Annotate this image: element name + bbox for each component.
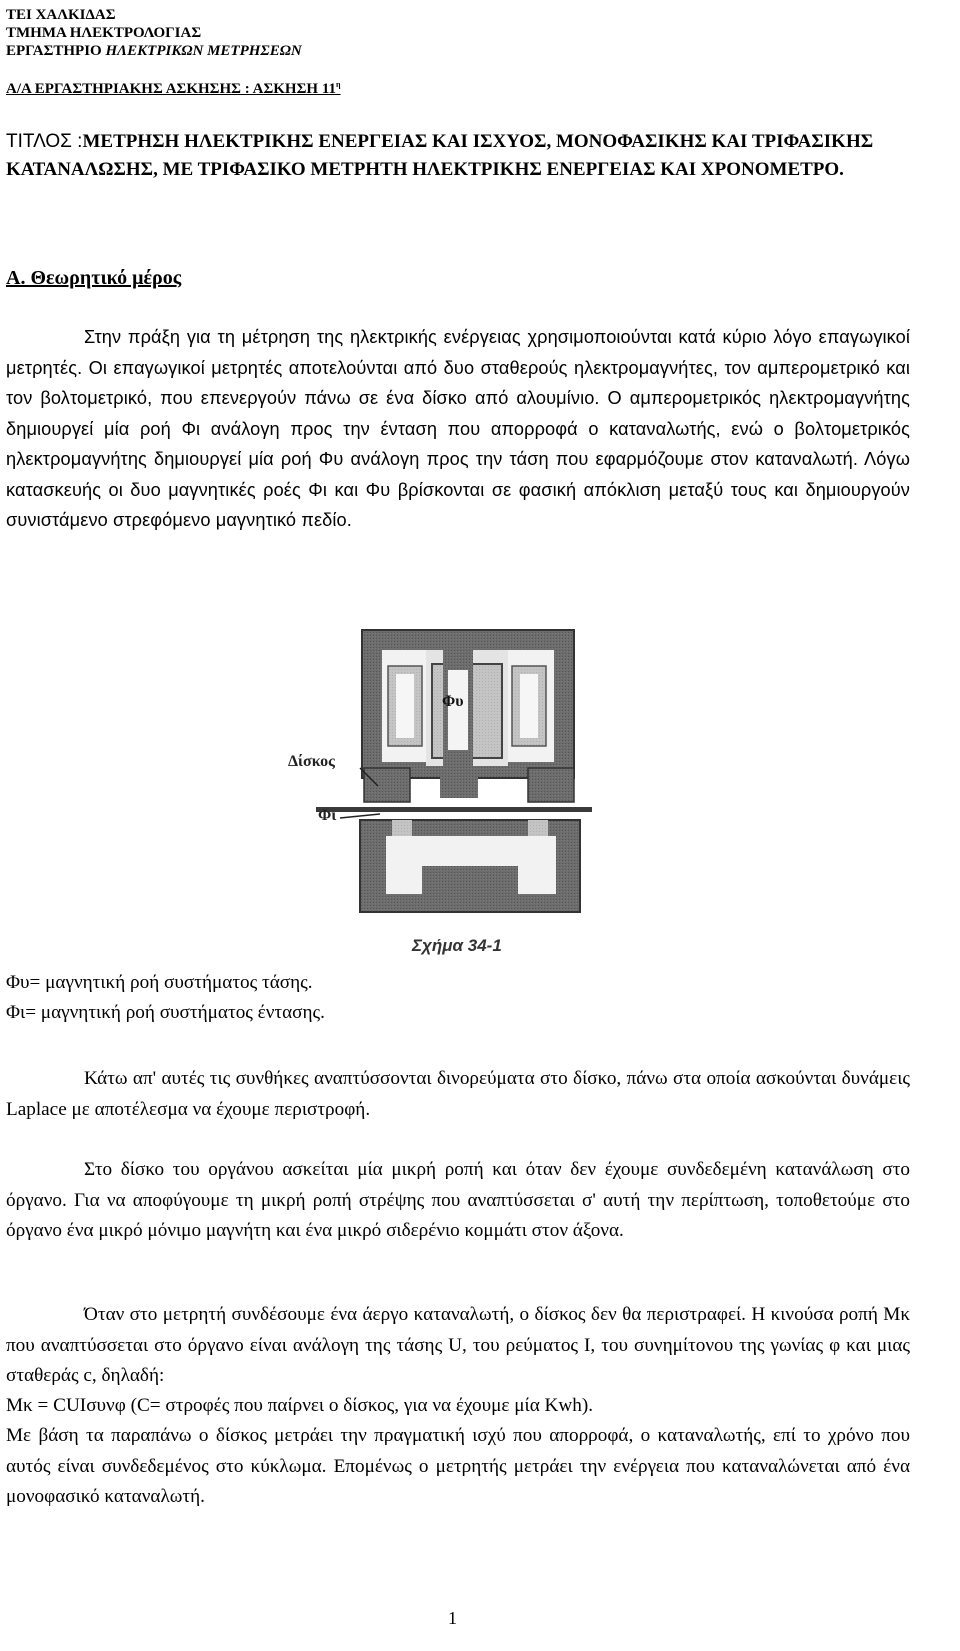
label-fu: Φυ xyxy=(442,693,464,710)
title-text: ΜΕΤΡΗΣΗ ΗΛΕΚΤΡΙΚΗΣ ΕΝΕΡΓΕΙΑΣ ΚΑΙ ΙΣΧΥΟΣ, ΜΟΝΟΦΑΣΙΚΗΣ ΚΑΙ ΤΡΙΦΑΣΙΚΗΣ ΚΑΤΑΝΑΛΩΣΗΣ, ΜΕ ΤΡΙΦΑΣΙΚΟ ΜΕΤΡΗΤΗ ΗΛΕΚΤΡΙΚΗΣ ΕΝΕΡΓΕΙΑΣ ΚΑΙ ΧΡΟΝΟΜΕΤΡΟ. xyxy=(6,131,874,180)
paragraph-eddy-currents-text: Κάτω απ' αυτές τις συνθήκες αναπτύσσονται δινορεύματα στο δίσκο, πάνω στα οποία ασκούνται δυνάμεις Laplace με αποτέλεσμα να έχουμε περιστροφή. xyxy=(6,1068,910,1120)
induction-meter-figure xyxy=(280,608,600,970)
section-heading: Α. Θεωρητικό μέρος xyxy=(6,267,182,289)
paragraph-creep-torque xyxy=(6,1155,910,1247)
paragraph-conclusion: Με βάση τα παραπάνω ο δίσκος μετράει την πραγματική ισχύ που απορροφά, ο καταναλωτής, επί το χρόνο που αυτός είναι συνδεδεμένος στο κύκλωμα. Επομένως ο μετρητής μετράει την ενέργεια που καταναλώνεται από ένα μονοφασικό καταναλωτή. xyxy=(6,1425,910,1507)
definition-fu: Φυ= μαγνητική ροή συστήματος τάσης. xyxy=(6,972,313,993)
exercise-number xyxy=(6,81,341,98)
formula-line: Μκ = CUIσυνφ (C= στροφές που παίρνει ο δίσκος, για να έχουμε μία Kwh). xyxy=(6,1395,594,1416)
laboratory-italic: ΗΛΕΚΤΡΙΚΩΝ ΜΕΤΡΗΣΕΩΝ xyxy=(105,43,302,59)
laboratory-prefix: ΕΡΓΑΣΤΗΡΙΟ xyxy=(6,43,106,59)
exercise-sup: η xyxy=(336,80,341,89)
paragraph-intro-text: Στην πράξη για τη μέτρηση της ηλεκτρικής ενέργειας χρησιμοποιούνται κατά κύριο λόγο επαγωγικοί μετρητές. Οι επαγωγικοί μετρητές αποτελούνται από δυο σταθερούς ηλεκτρομαγνήτες, τον αμπερομετρικό και τον βολτομετρικό, που επενεργούν πάνω σε ένα δίσκο από αλουμίνιο. Ο αμπερομετρικός ηλεκτρομαγνήτης δημιουργεί μία ροή Φι ανάλογη προς την ένταση που απορροφά ο καταναλωτής, ενώ ο βολτομετρικός ηλεκτρομαγνήτης δημιουργεί μία ροή Φυ ανάλογη προς την τάση που εφαρμόζουμε στον καταναλωτή. Λόγω κατασκευής οι δυο μαγνητικές ροές Φι και Φυ βρίσκονται σε φασική απόκλιση μεταξύ τους και δημιουργούν συνιστάμενο στρεφόμενο μαγνητικό πεδίο. xyxy=(6,327,910,530)
label-fi: Φι xyxy=(318,807,337,824)
exercise-label: Α/Α ΕΡΓΑΣΤΗΡΙΑΚΗΣ ΑΣΚΗΣΗΣ : ΑΣΚΗΣΗ 11 xyxy=(6,81,336,97)
paragraph-intro xyxy=(6,322,910,536)
title-label: ΤΙΤΛΟΣ : xyxy=(6,131,83,152)
current-magnet-core xyxy=(360,820,580,912)
paragraph-eddy-currents xyxy=(6,1064,910,1125)
label-disk: Δίσκος xyxy=(288,753,335,770)
definition-fi: Φι= μαγνητική ροή συστήματος έντασης. xyxy=(6,1002,325,1023)
figure-caption: Σχήμα 34-1 xyxy=(412,936,502,955)
voltage-magnet-core xyxy=(362,630,574,802)
page-number: 1 xyxy=(448,1608,457,1628)
paragraph-driving-torque-text: Όταν στο μετρητή συνδέσουμε ένα άεργο καταναλωτή, ο δίσκος δεν θα περιστραφεί. Η κινούσα ροπή Μκ που αναπτύσσεται στο όργανο είναι ανάλογη της τάσης U, του ρεύματος Ι, του συνημίτονου της γωνίας φ και μιας σταθεράς c, δηλαδή: xyxy=(6,1304,910,1386)
aluminium-disk xyxy=(316,807,592,812)
paragraph-driving-torque xyxy=(6,1300,910,1392)
paragraph-creep-torque-text: Στο δίσκο του οργάνου ασκείται μία μικρή ροπή και όταν δεν έχουμε συνδεδεμένη κατανάλωση στο όργανο. Για να αποφύγουμε τη μικρή ροπή στρέψης που αναπτύσσεται σ' αυτή την περίπτωση, τοποθετούμε στο όργανο ένα μικρό μόνιμο μαγνήτη και ένα μικρό σιδερένιο κομμάτι στον άξονα. xyxy=(6,1159,910,1241)
department-name: ΤΜΗΜΑ ΗΛΕΚΤΡΟΛΟΓΙΑΣ xyxy=(6,25,202,41)
exercise-title xyxy=(6,128,906,184)
laboratory-name xyxy=(6,42,302,60)
institution-name: ΤΕΙ ΧΑΛΚΙΔΑΣ xyxy=(6,7,116,23)
